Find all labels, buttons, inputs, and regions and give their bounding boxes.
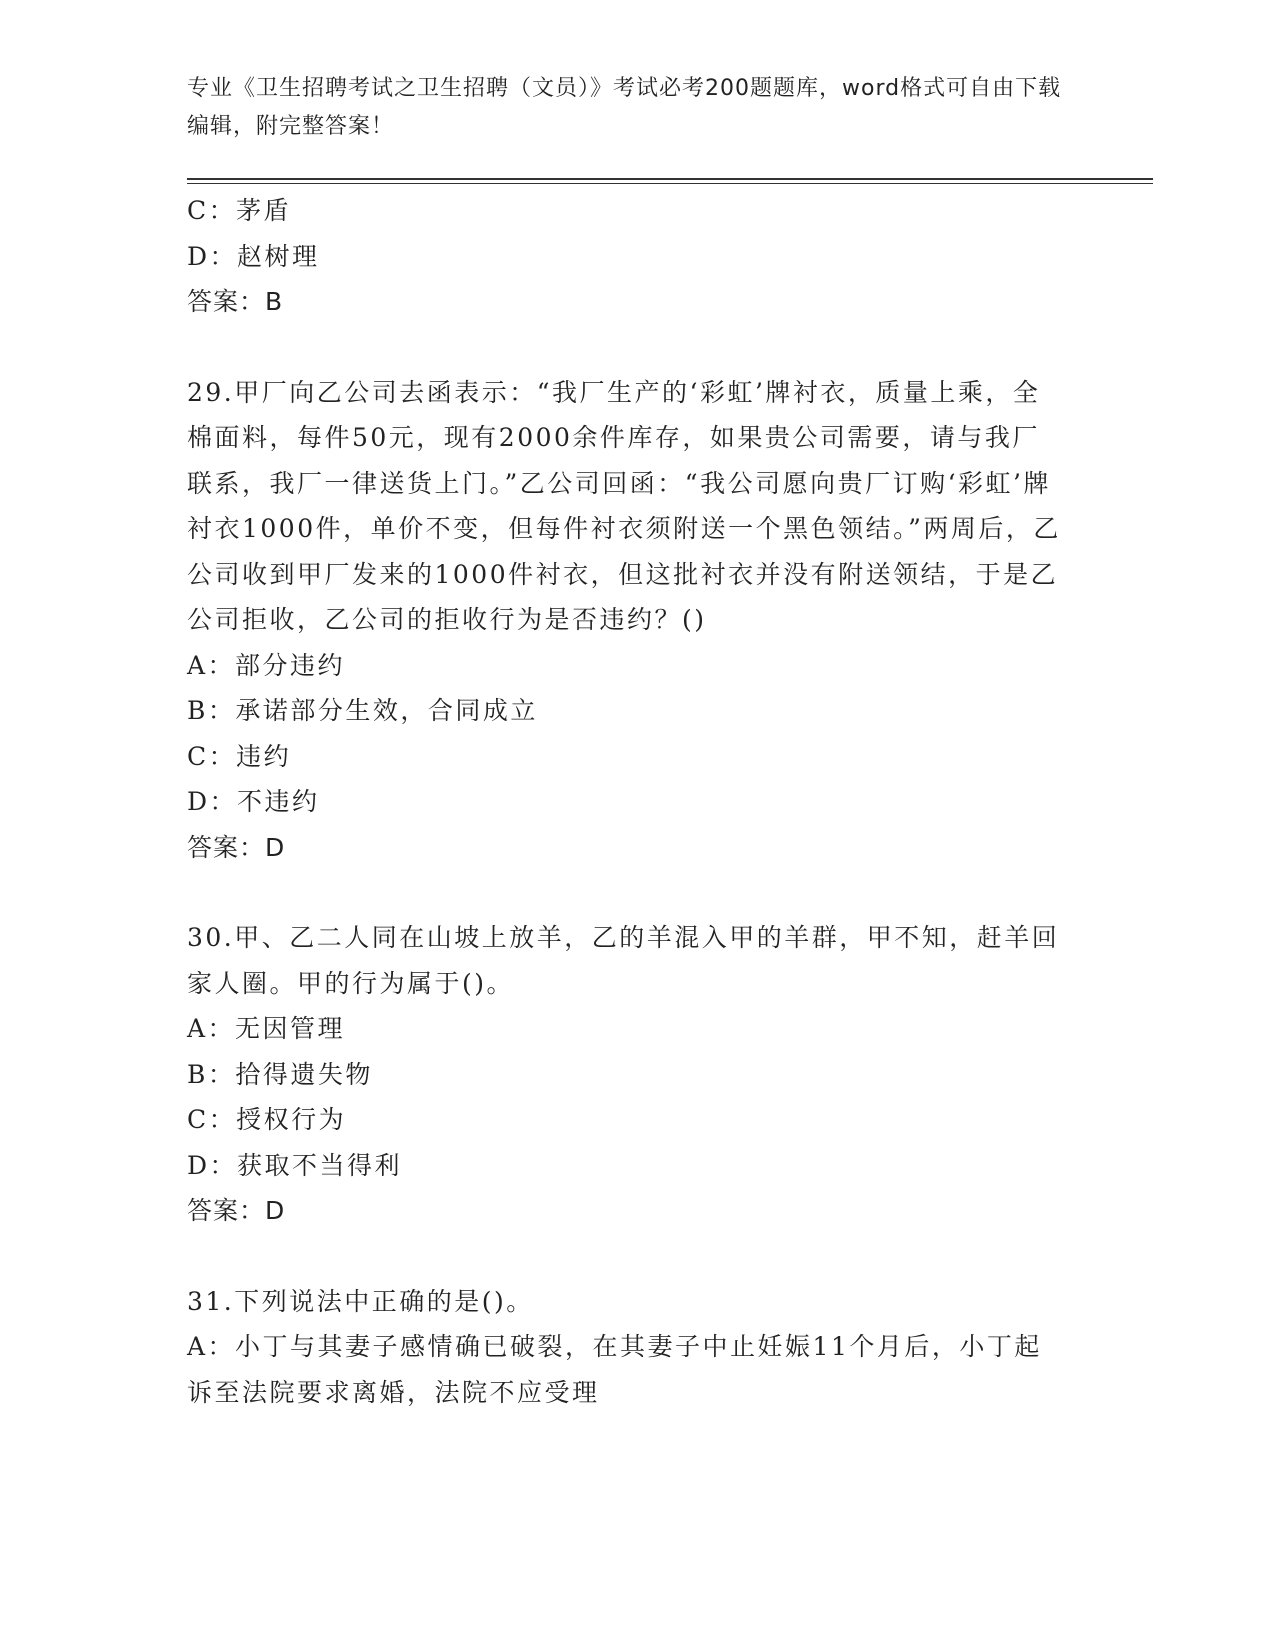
header-rule-thin — [187, 183, 1153, 184]
question-31-option-a: A：小丁与其妻子感情确已破裂，在其妻子中止妊娠11个月后，小丁起诉至法院要求离婚，法院不应受理 — [187, 1332, 1042, 1407]
question-29-stem: 29.甲厂向乙公司去函表示：“我厂生产的‘彩虹’牌衬衣，质量上乘，全棉面料，每件50元，现有2000余件库存，如果贵公司需要，请与我厂联系，我厂一律送货上门。”乙公司回函：“我公司愿向贵厂订购‘彩虹’牌衬衣1000件，单价不变，但每件衬衣须附送一个黑色领结。”两周后，乙公司收到甲厂发来的1000件衬衣，但这批衬衣并没有附送领结，于是乙公司拒收，乙公司的拒收行为是否违约？() — [187, 377, 1061, 634]
answer-prev: 答案：B — [187, 287, 284, 316]
question-30-option-a: A：无因管理 — [187, 1014, 346, 1043]
question-30-stem: 30.甲、乙二人同在山坡上放羊，乙的羊混入甲的羊群，甲不知，赶羊回家人圈。甲的行为属于()。 — [187, 923, 1060, 998]
question-29-option-c: C：违约 — [187, 741, 292, 771]
option-prev-d: D：赵树理 — [187, 241, 320, 271]
question-29-option-d: D：不违约 — [187, 787, 320, 816]
question-30-option-b: B：拾得遗失物 — [187, 1059, 373, 1089]
question-content — [187, 188, 1067, 1415]
question-29-option-b: B：承诺部分生效，合同成立 — [187, 696, 538, 725]
question-30-option-d: D：获取不当得利 — [187, 1150, 403, 1180]
document-header: 专业《卫生招聘考试之卫生招聘（文员）》考试必考200题题库，word格式可自由下载编辑，附完整答案！ — [187, 76, 1062, 139]
question-30-option-c: C：授权行为 — [187, 1105, 347, 1134]
spacer — [187, 325, 1067, 370]
spacer — [187, 870, 1067, 915]
header-rule-thick — [187, 178, 1153, 180]
option-prev-c: C：茅盾 — [187, 196, 292, 225]
question-29-option-a: A：部分违约 — [187, 650, 346, 680]
question-31-stem: 31.下列说法中正确的是()。 — [187, 1286, 534, 1316]
spacer — [187, 1234, 1067, 1279]
question-30-answer: 答案：D — [187, 1196, 286, 1225]
question-29-answer: 答案：D — [187, 832, 286, 862]
